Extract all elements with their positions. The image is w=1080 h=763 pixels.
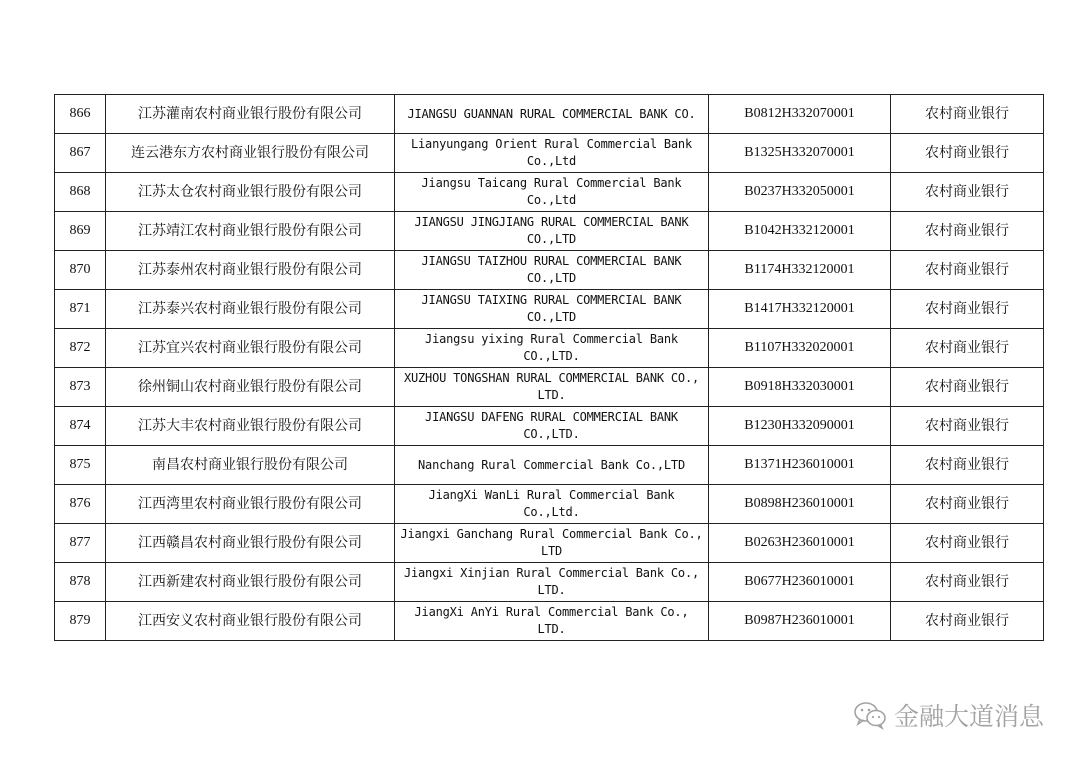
row-number-cell: 876 — [55, 485, 106, 524]
bank-type-cell: 农村商业银行 — [891, 212, 1044, 251]
table-row — [55, 173, 1044, 212]
row-number-cell: 868 — [55, 173, 106, 212]
bank-type-cell: 农村商业银行 — [891, 368, 1044, 407]
row-number-cell: 866 — [55, 95, 106, 134]
table-row — [55, 329, 1044, 368]
institution-code-cell: B0677H236010001 — [709, 563, 891, 602]
institution-code-cell: B1417H332120001 — [709, 290, 891, 329]
bank-list-table — [54, 94, 1044, 641]
english-name-cell: JIANGSU DAFENG RURAL COMMERCIAL BANK CO.,LTD. — [395, 407, 709, 446]
chinese-name-cell: 江苏太仓农村商业银行股份有限公司 — [106, 173, 395, 212]
table-row — [55, 368, 1044, 407]
english-name-cell: JiangXi AnYi Rural Commercial Bank Co., LTD. — [395, 602, 709, 641]
table-row — [55, 524, 1044, 563]
institution-code-cell: B1107H332020001 — [709, 329, 891, 368]
institution-code-cell: B0987H236010001 — [709, 602, 891, 641]
english-name-cell: JiangXi WanLi Rural Commercial Bank Co.,Ltd. — [395, 485, 709, 524]
chinese-name-cell: 徐州铜山农村商业银行股份有限公司 — [106, 368, 395, 407]
chinese-name-cell: 江西安义农村商业银行股份有限公司 — [106, 602, 395, 641]
chinese-name-cell: 南昌农村商业银行股份有限公司 — [106, 446, 395, 485]
table-row — [55, 251, 1044, 290]
english-name-cell: JIANGSU JINGJIANG RURAL COMMERCIAL BANK CO.,LTD — [395, 212, 709, 251]
chinese-name-cell: 江苏大丰农村商业银行股份有限公司 — [106, 407, 395, 446]
english-name-cell: Lianyungang Orient Rural Commercial Bank Co.,Ltd — [395, 134, 709, 173]
chinese-name-cell: 江苏泰州农村商业银行股份有限公司 — [106, 251, 395, 290]
bank-type-cell: 农村商业银行 — [891, 602, 1044, 641]
table-row — [55, 446, 1044, 485]
english-name-cell: Jiangxi Ganchang Rural Commercial Bank Co., LTD — [395, 524, 709, 563]
row-number-cell: 873 — [55, 368, 106, 407]
bank-type-cell: 农村商业银行 — [891, 173, 1044, 212]
table-row — [55, 563, 1044, 602]
institution-code-cell: B1325H332070001 — [709, 134, 891, 173]
institution-code-cell: B0263H236010001 — [709, 524, 891, 563]
row-number-cell: 871 — [55, 290, 106, 329]
bank-type-cell: 农村商业银行 — [891, 407, 1044, 446]
row-number-cell: 879 — [55, 602, 106, 641]
institution-code-cell: B0898H236010001 — [709, 485, 891, 524]
bank-type-cell: 农村商业银行 — [891, 524, 1044, 563]
table-row — [55, 212, 1044, 251]
bank-type-cell: 农村商业银行 — [891, 563, 1044, 602]
bank-type-cell: 农村商业银行 — [891, 251, 1044, 290]
watermark — [852, 697, 1044, 733]
row-number-cell: 877 — [55, 524, 106, 563]
row-number-cell: 869 — [55, 212, 106, 251]
english-name-cell: Jiangxi Xinjian Rural Commercial Bank Co., LTD. — [395, 563, 709, 602]
chinese-name-cell: 江苏泰兴农村商业银行股份有限公司 — [106, 290, 395, 329]
table-row — [55, 602, 1044, 641]
english-name-cell: JIANGSU GUANNAN RURAL COMMERCIAL BANK CO. — [395, 95, 709, 134]
bank-type-cell: 农村商业银行 — [891, 95, 1044, 134]
institution-code-cell: B0812H332070001 — [709, 95, 891, 134]
bank-type-cell: 农村商业银行 — [891, 446, 1044, 485]
row-number-cell: 875 — [55, 446, 106, 485]
institution-code-cell: B0918H332030001 — [709, 368, 891, 407]
english-name-cell: JIANGSU TAIZHOU RURAL COMMERCIAL BANK CO.,LTD — [395, 251, 709, 290]
chinese-name-cell: 江苏灌南农村商业银行股份有限公司 — [106, 95, 395, 134]
institution-code-cell: B1230H332090001 — [709, 407, 891, 446]
english-name-cell: Jiangsu yixing Rural Commercial Bank CO.,LTD. — [395, 329, 709, 368]
english-name-cell: XUZHOU TONGSHAN RURAL COMMERCIAL BANK CO., LTD. — [395, 368, 709, 407]
english-name-cell: JIANGSU TAIXING RURAL COMMERCIAL BANK CO.,LTD — [395, 290, 709, 329]
bank-type-cell: 农村商业银行 — [891, 485, 1044, 524]
table-row — [55, 485, 1044, 524]
chinese-name-cell: 江西新建农村商业银行股份有限公司 — [106, 563, 395, 602]
row-number-cell: 872 — [55, 329, 106, 368]
chinese-name-cell: 连云港东方农村商业银行股份有限公司 — [106, 134, 395, 173]
row-number-cell: 867 — [55, 134, 106, 173]
chinese-name-cell: 江西赣昌农村商业银行股份有限公司 — [106, 524, 395, 563]
row-number-cell: 870 — [55, 251, 106, 290]
wechat-icon — [852, 700, 888, 730]
chinese-name-cell: 江苏宜兴农村商业银行股份有限公司 — [106, 329, 395, 368]
english-name-cell: Jiangsu Taicang Rural Commercial Bank Co.,Ltd — [395, 173, 709, 212]
bank-type-cell: 农村商业银行 — [891, 329, 1044, 368]
table-row — [55, 290, 1044, 329]
institution-code-cell: B0237H332050001 — [709, 173, 891, 212]
table-row — [55, 95, 1044, 134]
bank-type-cell: 农村商业银行 — [891, 290, 1044, 329]
institution-code-cell: B1371H236010001 — [709, 446, 891, 485]
table-body — [55, 95, 1044, 641]
table-row — [55, 134, 1044, 173]
english-name-cell: Nanchang Rural Commercial Bank Co.,LTD — [395, 446, 709, 485]
row-number-cell: 874 — [55, 407, 106, 446]
table-row — [55, 407, 1044, 446]
chinese-name-cell: 江西湾里农村商业银行股份有限公司 — [106, 485, 395, 524]
bank-type-cell: 农村商业银行 — [891, 134, 1044, 173]
institution-code-cell: B1042H332120001 — [709, 212, 891, 251]
institution-code-cell: B1174H332120001 — [709, 251, 891, 290]
row-number-cell: 878 — [55, 563, 106, 602]
chinese-name-cell: 江苏靖江农村商业银行股份有限公司 — [106, 212, 395, 251]
watermark-text: 金融大道消息 — [893, 702, 1044, 731]
